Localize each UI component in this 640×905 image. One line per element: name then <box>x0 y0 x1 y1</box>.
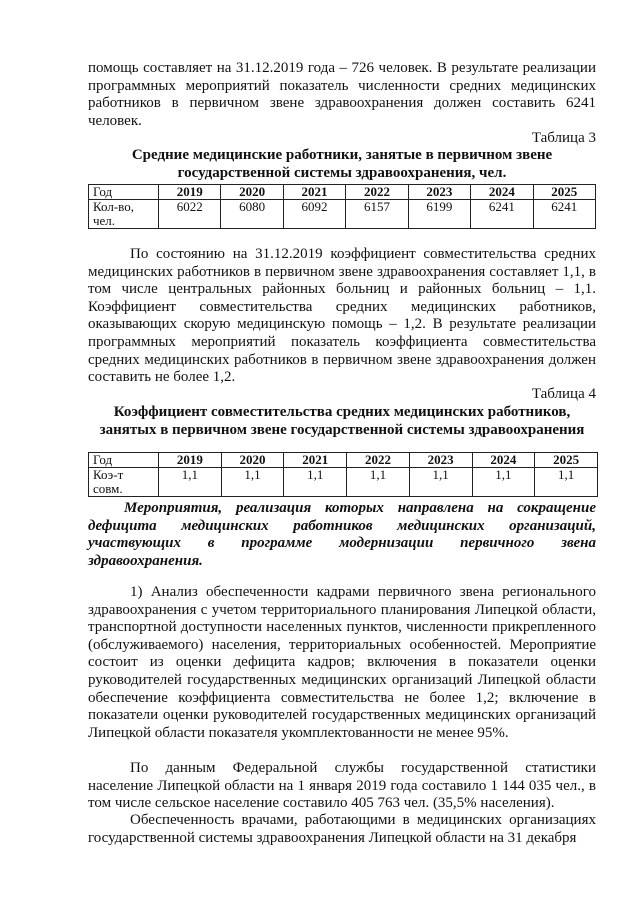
table-cell: 6199 <box>408 200 470 229</box>
table-cell: 1,1 <box>472 468 535 497</box>
table-cell: Коэ-т совм. <box>89 468 159 497</box>
table4-title <box>88 404 596 439</box>
table-header-cell: 2022 <box>347 453 410 468</box>
table-header-cell: Год <box>89 453 159 468</box>
table4-title-line1: Коэффициент совместительства средних медицинских работников, <box>113 404 571 420</box>
table3 <box>88 184 596 229</box>
intro-paragraph: помощь составляет на 31.12.2019 года – 726 человек. В результате реализации программных мероприятий показатель численности средних медицинских работников в первичном звене здравоохранения должен составить 6241 человек. <box>88 60 596 129</box>
paragraph-5: Обеспеченность врачами, работающими в медицинских организациях государственной системы здравоохранения Липецкой области на 31 декабря <box>88 812 596 846</box>
table-cell: 1,1 <box>347 468 410 497</box>
table4-header-row <box>89 453 598 468</box>
table3-header-row <box>89 185 596 200</box>
table-cell: 6092 <box>283 200 345 229</box>
table-header-cell: 2024 <box>471 185 533 200</box>
table-cell: 1,1 <box>284 468 347 497</box>
table4-label: Таблица 4 <box>531 386 596 402</box>
table-header-cell: 2021 <box>284 453 347 468</box>
table4-data-row <box>89 468 598 497</box>
table3-data-row <box>89 200 596 229</box>
table-header-cell: 2019 <box>159 185 221 200</box>
table3-title <box>88 147 596 182</box>
table-cell: Кол-во, чел. <box>89 200 159 229</box>
section-heading: Мероприятия, реализация которых направлена на сокращение дефицита медицинских работников медицинских организаций, участвующих в программе модернизации первичного звена здравоохранения. <box>88 500 596 569</box>
table-header-cell: 2022 <box>346 185 408 200</box>
paragraph-2: По состоянию на 31.12.2019 коэффициент совместительства средних медицинских работников в первичном звене здравоохранения составляет 1,1, в том числе центральных районных больниц и районных больниц – 1,1. Коэффициент совместительства средних медицинских работников, оказывающих скорую медицинскую помощь – 1,2. В результате реализации программных мероприятий показатель коэффициента совместительства средних медицинских работников в первичном звене здравоохранения должен составить не более 1,2. <box>88 246 596 386</box>
table-cell: 1,1 <box>409 468 472 497</box>
table3-title-line2: государственной системы здравоохранения, чел. <box>177 164 507 181</box>
table-header-cell: 2024 <box>472 453 535 468</box>
table-header-cell: 2020 <box>221 453 284 468</box>
table4-title-line2: занятых в первичном звене государственной системы здравоохранения <box>99 421 585 438</box>
table-cell: 1,1 <box>221 468 284 497</box>
table-header-cell: 2025 <box>533 185 595 200</box>
table-cell: 6022 <box>159 200 221 229</box>
table-cell: 6241 <box>471 200 533 229</box>
table-header-cell: Год <box>89 185 159 200</box>
table-cell: 1,1 <box>159 468 222 497</box>
table-cell: 6080 <box>221 200 283 229</box>
table-cell: 6157 <box>346 200 408 229</box>
table-header-cell: 2020 <box>221 185 283 200</box>
table3-label: Таблица 3 <box>531 130 596 146</box>
table-header-cell: 2019 <box>159 453 222 468</box>
table3-title-line1: Средние медицинские работники, занятые в первичном звене <box>131 147 553 163</box>
table-header-cell: 2023 <box>408 185 470 200</box>
table4 <box>88 452 598 497</box>
paragraph-4: По данным Федеральной службы государственной статистики население Липецкой области на 1 января 2019 года составило 1 144 035 чел., в том числе сельское население составило 405 763 чел. (35,5% населения). <box>88 760 596 812</box>
table-header-cell: 2025 <box>535 453 598 468</box>
paragraph-3: 1) Анализ обеспеченности кадрами первичного звена регионального здравоохранения с учетом территориального планирования Липецкой области, транспортной доступности населенных пунктов, численности прикрепленного (обслуживаемого) населения, территориальных особенностей. Мероприятие состоит из оценки дефицита кадров; включения в показатели оценки руководителей государственных медицинских организаций Липецкой области обеспечение коэффициента совместительства не более 1,2; включение в показатели оценки руководителей государственных медицинских организаций Липецкой области показателя укомплектованности не менее 95%. <box>88 584 596 741</box>
table-header-cell: 2023 <box>409 453 472 468</box>
table-header-cell: 2021 <box>283 185 345 200</box>
table-cell: 1,1 <box>535 468 598 497</box>
table-cell: 6241 <box>533 200 595 229</box>
